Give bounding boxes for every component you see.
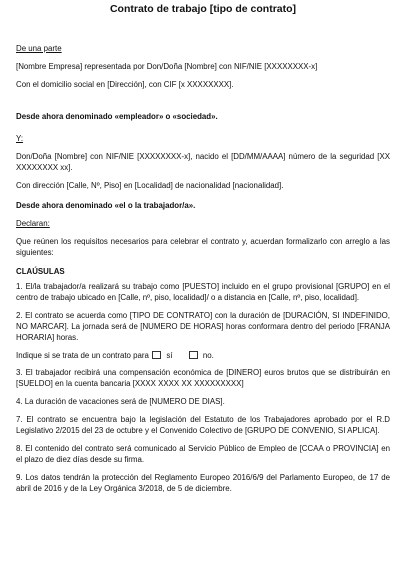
party1-line2: Con el domicilio social en [Dirección], con CIF [x XXXXXXXX]. — [16, 80, 234, 89]
clause-1: 1. El/la trabajador/a realizará su trabajo como [PUESTO] incluido en el grupo provisional [GRUPO] en el centro de trabajo ubicado en [Calle, nº, piso, localidad]/ o a distancia en [Calle, nº, piso, localidad]. — [16, 282, 390, 302]
clause-9: 9. Los datos tendrán la protección del Reglamento Europeo 2016/6/9 del Parlamento Europeo, de 17 de abril de 2016 y de la Ley Orgánica 3/2018, de 5 de diciembre. — [16, 473, 390, 493]
probation-yes-label: sí — [166, 351, 173, 360]
party2-line2: Con dirección [Calle, Nº, Piso] en [Localidad] de nacionalidad [nacionalidad]. — [16, 181, 284, 190]
declaran-text: Que reúnen los requisitos necesarios para celebrar el contrato y, acuerdan formalizarlo con arreglo a las siguientes: — [16, 237, 390, 257]
party2-heading: Y: — [16, 134, 24, 143]
probation-yes-checkbox[interactable] — [152, 351, 161, 359]
clause-3: 3. El trabajador recibirá una compensación económica de [DINERO] euros brutos que se distribuirán en [SUELDO] en la cuenta bancaria [XXXX XXXX XX XXXXXXXXX] — [16, 368, 390, 388]
clause-2: 2. El contrato se acuerda como [TIPO DE CONTRATO] con la duración de [DURACIÓN, SI INDEFINIDO, NO MARCAR]. La jornada será de [NUMERO DE HORAS] horas conformara dentro del periodo [FRANJA HORARIA] horas. — [16, 311, 390, 342]
worker-designation: Desde ahora denominado «el o la trabajador/a». — [16, 201, 196, 210]
probation-no-checkbox[interactable] — [189, 351, 198, 359]
party1-heading: De una parte — [16, 44, 62, 53]
party1-line1: [Nombre Empresa] representada por Don/Doña [Nombre] con NIF/NIE [XXXXXXXX-x] — [16, 62, 318, 71]
declaran-heading: Declaran: — [16, 219, 50, 228]
document-title: Contrato de trabajo [tipo de contrato] — [109, 3, 297, 15]
probation-prefix: Indique si se trata de un contrato para — [16, 351, 149, 360]
employer-designation: Desde ahora denominado «empleador» o «sociedad». — [16, 112, 218, 121]
probation-line — [16, 350, 390, 361]
party2-line1: Don/Doña [Nombre] con NIF/NIE [XXXXXXXX-x], nacido el [DD/MM/AAAA] número de la seguridad [XX XXXXXXXX xx]. — [16, 152, 390, 172]
clausulas-heading: CLAÚSULAS — [16, 267, 65, 276]
probation-no-label: no. — [202, 351, 214, 360]
clause-4: 4. La duración de vacaciones será de [NUMERO DE DIAS]. — [16, 397, 225, 406]
clause-8: 8. El contenido del contrato será comunicado al Servicio Público de Empleo de [CCAA o PROVINCIA] en el plazo de diez días desde su firma. — [16, 444, 390, 464]
clause-7: 7. El contrato se encuentra bajo la legislación del Estatuto de los Trabajadores aprobado por el R.D Legislativo 2/2015 del 23 de octubre y el Convenido Colectivo de [GRUPO DE CONVENIO, SI APLICA]. — [16, 415, 390, 435]
